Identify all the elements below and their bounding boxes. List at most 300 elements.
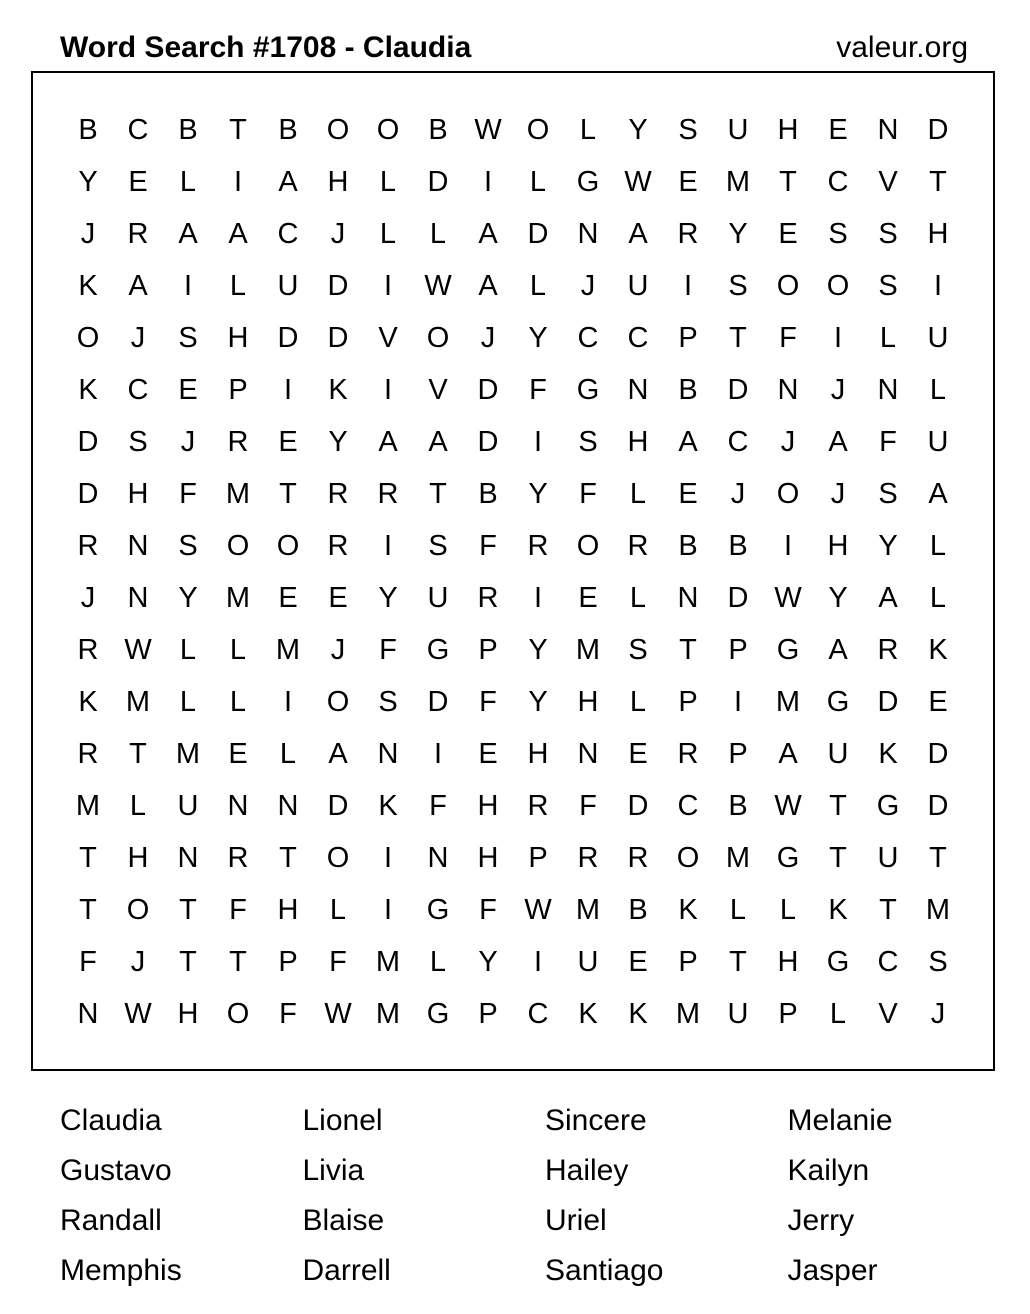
grid-letter: F bbox=[329, 945, 347, 978]
word-list-item: Melanie bbox=[787, 1104, 893, 1137]
grid-letter: T bbox=[179, 945, 197, 978]
grid-letter: D bbox=[327, 321, 349, 354]
grid-letter: J bbox=[330, 217, 346, 250]
grid-letter: T bbox=[779, 165, 797, 198]
grid-letter: C bbox=[127, 113, 149, 146]
grid-letter: I bbox=[433, 737, 443, 770]
grid-letter: S bbox=[728, 269, 748, 302]
grid-letter: R bbox=[677, 217, 699, 250]
grid-letter: F bbox=[579, 789, 597, 822]
grid-letter: K bbox=[828, 893, 848, 926]
grid-letter: F bbox=[479, 529, 497, 562]
grid-letter: J bbox=[130, 321, 146, 354]
grid-letter: I bbox=[283, 373, 293, 406]
grid-letter: J bbox=[130, 945, 146, 978]
grid-letter: J bbox=[180, 425, 196, 458]
grid-letter: S bbox=[378, 685, 398, 718]
grid-letter: J bbox=[780, 425, 796, 458]
grid-letter: L bbox=[379, 165, 397, 198]
grid-letter: U bbox=[427, 581, 449, 614]
grid-letter: D bbox=[927, 789, 949, 822]
grid-letter: D bbox=[727, 373, 749, 406]
grid-letter: G bbox=[876, 789, 900, 822]
grid-letter: O bbox=[376, 113, 400, 146]
grid-letter: F bbox=[379, 633, 397, 666]
word-list-item: Jerry bbox=[787, 1204, 855, 1237]
grid-letter: R bbox=[377, 477, 399, 510]
grid-letter: L bbox=[429, 217, 447, 250]
grid-letter: S bbox=[128, 425, 148, 458]
grid-letter: S bbox=[178, 321, 198, 354]
grid-letter: L bbox=[179, 685, 197, 718]
grid-letter: W bbox=[474, 113, 502, 146]
grid-letter: N bbox=[177, 841, 199, 874]
grid-letter: I bbox=[833, 321, 843, 354]
grid-letter: O bbox=[776, 477, 800, 510]
grid-letter: O bbox=[826, 269, 850, 302]
grid-letter: T bbox=[79, 841, 97, 874]
grid-letter: L bbox=[429, 945, 447, 978]
grid-letter: A bbox=[628, 217, 648, 250]
grid-letter: I bbox=[383, 269, 393, 302]
grid-letter: R bbox=[77, 737, 99, 770]
grid-letter: N bbox=[227, 789, 249, 822]
grid-letter: Y bbox=[528, 685, 548, 718]
grid-letter: D bbox=[927, 737, 949, 770]
grid-letter: G bbox=[426, 997, 450, 1030]
grid-letter: F bbox=[79, 945, 97, 978]
grid-letter: I bbox=[233, 165, 243, 198]
grid-letter: O bbox=[226, 997, 250, 1030]
grid-letter: D bbox=[77, 477, 99, 510]
grid-letter: T bbox=[829, 841, 847, 874]
grid-letter: F bbox=[479, 893, 497, 926]
grid-letter: M bbox=[275, 633, 301, 666]
grid-letter: U bbox=[177, 789, 199, 822]
grid-letter: I bbox=[533, 945, 543, 978]
grid-letter: O bbox=[276, 529, 300, 562]
grid-letter: J bbox=[930, 997, 946, 1030]
grid-letter: U bbox=[877, 841, 899, 874]
grid-letter: I bbox=[383, 893, 393, 926]
word-list-item: Hailey bbox=[545, 1154, 629, 1187]
grid-letter: P bbox=[678, 945, 698, 978]
grid-letter: W bbox=[424, 269, 452, 302]
grid-letter: W bbox=[524, 893, 552, 926]
grid-letter: H bbox=[327, 165, 349, 198]
grid-letter: G bbox=[426, 893, 450, 926]
grid-letter: L bbox=[779, 893, 797, 926]
grid-letter: F bbox=[879, 425, 897, 458]
grid-letter: U bbox=[827, 737, 849, 770]
grid-letter: T bbox=[729, 945, 747, 978]
grid-letter: D bbox=[427, 685, 449, 718]
grid-letter: A bbox=[928, 477, 948, 510]
grid-letter: E bbox=[278, 425, 298, 458]
grid-letter: S bbox=[878, 269, 898, 302]
grid-letter: U bbox=[727, 113, 749, 146]
grid-letter: A bbox=[228, 217, 248, 250]
grid-letter: T bbox=[879, 893, 897, 926]
word-list-item: Memphis bbox=[60, 1254, 182, 1287]
grid-letter: B bbox=[628, 893, 648, 926]
grid-letter: D bbox=[327, 789, 349, 822]
grid-letter: E bbox=[778, 217, 798, 250]
grid-letter: D bbox=[627, 789, 649, 822]
grid-letter: F bbox=[429, 789, 447, 822]
grid-letter: E bbox=[678, 477, 698, 510]
grid-letter: K bbox=[78, 685, 98, 718]
word-list-item: Blaise bbox=[302, 1204, 385, 1237]
grid-letter: T bbox=[129, 737, 147, 770]
grid-letter: L bbox=[879, 321, 897, 354]
grid-letter: I bbox=[733, 685, 743, 718]
grid-letter: P bbox=[528, 841, 548, 874]
grid-letter: I bbox=[533, 425, 543, 458]
grid-letter: T bbox=[929, 165, 947, 198]
grid-letter: L bbox=[629, 685, 647, 718]
grid-letter: N bbox=[777, 373, 799, 406]
grid-letter: H bbox=[577, 685, 599, 718]
grid-letter: L bbox=[179, 165, 197, 198]
word-list-item: Livia bbox=[302, 1154, 365, 1187]
grid-letter: D bbox=[77, 425, 99, 458]
grid-letter: T bbox=[829, 789, 847, 822]
grid-letter: U bbox=[927, 425, 949, 458]
grid-letter: G bbox=[776, 633, 800, 666]
grid-letter: R bbox=[877, 633, 899, 666]
grid-letter: M bbox=[375, 997, 401, 1030]
grid-letter: A bbox=[828, 633, 848, 666]
grid-letter: E bbox=[128, 165, 148, 198]
grid-letter: H bbox=[627, 425, 649, 458]
grid-letter: P bbox=[478, 633, 498, 666]
grid-letter: J bbox=[830, 477, 846, 510]
grid-letter: B bbox=[728, 529, 748, 562]
grid-letter: D bbox=[427, 165, 449, 198]
word-list-item: Darrell bbox=[302, 1254, 391, 1287]
grid-letter: L bbox=[629, 581, 647, 614]
grid-letter: H bbox=[777, 945, 799, 978]
grid-letter: N bbox=[577, 737, 599, 770]
grid-letter: T bbox=[229, 945, 247, 978]
grid-letter: I bbox=[783, 529, 793, 562]
grid-letter: R bbox=[127, 217, 149, 250]
grid-letter: M bbox=[725, 841, 751, 874]
grid-letter: O bbox=[326, 113, 350, 146]
grid-letter: U bbox=[927, 321, 949, 354]
grid-letter: A bbox=[128, 269, 148, 302]
grid-letter: H bbox=[127, 841, 149, 874]
grid-letter: P bbox=[778, 997, 798, 1030]
grid-letter: L bbox=[829, 997, 847, 1030]
grid-letter: I bbox=[933, 269, 943, 302]
grid-letter: Y bbox=[628, 113, 648, 146]
grid-letter: W bbox=[124, 997, 152, 1030]
grid-letter: A bbox=[178, 217, 198, 250]
grid-letter: U bbox=[277, 269, 299, 302]
grid-letter: H bbox=[477, 789, 499, 822]
word-list-item: Jasper bbox=[787, 1254, 878, 1287]
grid-letter: J bbox=[80, 217, 96, 250]
grid-letter: B bbox=[478, 477, 498, 510]
grid-letter: O bbox=[326, 685, 350, 718]
grid-letter: L bbox=[629, 477, 647, 510]
grid-letter: R bbox=[227, 841, 249, 874]
grid-letter: U bbox=[627, 269, 649, 302]
grid-letter: M bbox=[125, 685, 151, 718]
grid-letter: E bbox=[628, 737, 648, 770]
letter-grid bbox=[63, 104, 963, 1040]
grid-letter: W bbox=[774, 789, 802, 822]
grid-letter: T bbox=[279, 477, 297, 510]
grid-letter: H bbox=[477, 841, 499, 874]
grid-letter: A bbox=[378, 425, 398, 458]
grid-letter: G bbox=[576, 165, 600, 198]
grid-letter: O bbox=[76, 321, 100, 354]
grid-letter: R bbox=[627, 529, 649, 562]
grid-letter: E bbox=[328, 581, 348, 614]
grid-letter: N bbox=[877, 373, 899, 406]
grid-letter: R bbox=[477, 581, 499, 614]
grid-letter: D bbox=[477, 425, 499, 458]
grid-letter: O bbox=[776, 269, 800, 302]
grid-letter: R bbox=[677, 737, 699, 770]
grid-letter: E bbox=[178, 373, 198, 406]
grid-letter: H bbox=[277, 893, 299, 926]
grid-letter: C bbox=[277, 217, 299, 250]
grid-letter: R bbox=[577, 841, 599, 874]
grid-letter: Y bbox=[528, 633, 548, 666]
grid-letter: N bbox=[577, 217, 599, 250]
word-list-item: Sincere bbox=[545, 1104, 647, 1137]
grid-letter: V bbox=[378, 321, 398, 354]
grid-letter: H bbox=[927, 217, 949, 250]
grid-letter: E bbox=[578, 581, 598, 614]
grid-letter: D bbox=[527, 217, 549, 250]
grid-letter: L bbox=[529, 269, 547, 302]
grid-letter: I bbox=[383, 373, 393, 406]
word-list-item: Santiago bbox=[545, 1254, 664, 1287]
grid-letter: K bbox=[78, 269, 98, 302]
grid-letter: R bbox=[327, 477, 349, 510]
grid-letter: J bbox=[480, 321, 496, 354]
grid-letter: M bbox=[675, 997, 701, 1030]
grid-letter: Y bbox=[878, 529, 898, 562]
grid-letter: M bbox=[375, 945, 401, 978]
grid-letter: B bbox=[178, 113, 198, 146]
grid-letter: N bbox=[127, 581, 149, 614]
grid-letter: C bbox=[527, 997, 549, 1030]
grid-letter: C bbox=[127, 373, 149, 406]
grid-letter: B bbox=[78, 113, 98, 146]
grid-letter: R bbox=[327, 529, 349, 562]
grid-letter: W bbox=[324, 997, 352, 1030]
grid-letter: M bbox=[225, 581, 251, 614]
grid-letter: S bbox=[178, 529, 198, 562]
word-list-item: Claudia bbox=[60, 1104, 162, 1137]
grid-letter: K bbox=[928, 633, 948, 666]
grid-letter: G bbox=[776, 841, 800, 874]
grid-letter: S bbox=[628, 633, 648, 666]
grid-letter: R bbox=[227, 425, 249, 458]
grid-letter: L bbox=[229, 633, 247, 666]
grid-letter: C bbox=[577, 321, 599, 354]
grid-letter: N bbox=[377, 737, 399, 770]
grid-letter: P bbox=[728, 737, 748, 770]
grid-letter: L bbox=[729, 893, 747, 926]
grid-letter: A bbox=[428, 425, 448, 458]
grid-letter: S bbox=[428, 529, 448, 562]
grid-letter: O bbox=[676, 841, 700, 874]
grid-letter: N bbox=[627, 373, 649, 406]
grid-letter: M bbox=[225, 477, 251, 510]
word-list-item: Lionel bbox=[302, 1104, 383, 1137]
grid-letter: B bbox=[678, 373, 698, 406]
grid-letter: H bbox=[777, 113, 799, 146]
grid-letter: S bbox=[878, 477, 898, 510]
grid-letter: T bbox=[729, 321, 747, 354]
grid-letter: A bbox=[478, 217, 498, 250]
grid-letter: G bbox=[576, 373, 600, 406]
grid-letter: C bbox=[727, 425, 749, 458]
grid-letter: P bbox=[678, 321, 698, 354]
grid-letter: L bbox=[579, 113, 597, 146]
grid-letter: L bbox=[229, 269, 247, 302]
grid-letter: H bbox=[527, 737, 549, 770]
grid-letter: A bbox=[828, 425, 848, 458]
word-list-item: Kailyn bbox=[787, 1154, 870, 1187]
grid-letter: O bbox=[576, 529, 600, 562]
grid-letter: N bbox=[677, 581, 699, 614]
grid-letter: L bbox=[379, 217, 397, 250]
grid-letter: Y bbox=[378, 581, 398, 614]
grid-letter: M bbox=[925, 893, 951, 926]
grid-letter: S bbox=[678, 113, 698, 146]
grid-letter: E bbox=[278, 581, 298, 614]
grid-letter: F bbox=[779, 321, 797, 354]
grid-letter: H bbox=[127, 477, 149, 510]
grid-letter: L bbox=[929, 529, 947, 562]
grid-letter: R bbox=[77, 633, 99, 666]
grid-letter: A bbox=[478, 269, 498, 302]
grid-letter: O bbox=[526, 113, 550, 146]
grid-letter: L bbox=[929, 373, 947, 406]
grid-letter: I bbox=[383, 841, 393, 874]
grid-letter: C bbox=[877, 945, 899, 978]
grid-letter: B bbox=[428, 113, 448, 146]
grid-letter: L bbox=[179, 633, 197, 666]
page-title: Word Search #1708 - Claudia bbox=[60, 31, 472, 64]
grid-letter: N bbox=[77, 997, 99, 1030]
grid-letter: L bbox=[529, 165, 547, 198]
grid-letter: O bbox=[226, 529, 250, 562]
grid-letter: R bbox=[627, 841, 649, 874]
grid-letter: E bbox=[928, 685, 948, 718]
grid-letter: P bbox=[728, 633, 748, 666]
grid-letter: Y bbox=[178, 581, 198, 614]
grid-letter: L bbox=[129, 789, 147, 822]
grid-letter: T bbox=[79, 893, 97, 926]
grid-letter: T bbox=[179, 893, 197, 926]
grid-letter: F bbox=[229, 893, 247, 926]
grid-letter: P bbox=[278, 945, 298, 978]
grid-letter: M bbox=[175, 737, 201, 770]
grid-letter: D bbox=[927, 113, 949, 146]
grid-letter: Y bbox=[528, 477, 548, 510]
grid-letter: E bbox=[828, 113, 848, 146]
grid-letter: I bbox=[183, 269, 193, 302]
word-list bbox=[60, 1096, 1030, 1296]
grid-letter: Y bbox=[828, 581, 848, 614]
grid-letter: A bbox=[328, 737, 348, 770]
grid-letter: B bbox=[728, 789, 748, 822]
grid-letter: A bbox=[278, 165, 298, 198]
grid-letter: H bbox=[227, 321, 249, 354]
grid-letter: A bbox=[778, 737, 798, 770]
grid-letter: C bbox=[827, 165, 849, 198]
grid-letter: A bbox=[678, 425, 698, 458]
grid-letter: D bbox=[727, 581, 749, 614]
grid-letter: Y bbox=[328, 425, 348, 458]
grid-letter: I bbox=[683, 269, 693, 302]
grid-letter: T bbox=[429, 477, 447, 510]
grid-letter: N bbox=[877, 113, 899, 146]
grid-letter: T bbox=[279, 841, 297, 874]
grid-letter: O bbox=[126, 893, 150, 926]
grid-letter: D bbox=[277, 321, 299, 354]
grid-letter: S bbox=[578, 425, 598, 458]
grid-letter: U bbox=[577, 945, 599, 978]
grid-letter: I bbox=[533, 581, 543, 614]
grid-letter: V bbox=[428, 373, 448, 406]
grid-letter: L bbox=[229, 685, 247, 718]
grid-letter: K bbox=[678, 893, 698, 926]
grid-letter: G bbox=[826, 685, 850, 718]
grid-letter: R bbox=[527, 529, 549, 562]
grid-letter: K bbox=[328, 373, 348, 406]
grid-letter: J bbox=[830, 373, 846, 406]
grid-letter: L bbox=[929, 581, 947, 614]
grid-letter: O bbox=[326, 841, 350, 874]
grid-letter: J bbox=[330, 633, 346, 666]
grid-letter: N bbox=[277, 789, 299, 822]
grid-letter: U bbox=[727, 997, 749, 1030]
grid-letter: K bbox=[628, 997, 648, 1030]
site-name: valeur.org bbox=[836, 31, 968, 64]
grid-letter: P bbox=[478, 997, 498, 1030]
grid-letter: P bbox=[678, 685, 698, 718]
grid-letter: Y bbox=[78, 165, 98, 198]
grid-letter: T bbox=[679, 633, 697, 666]
grid-letter: E bbox=[628, 945, 648, 978]
grid-letter: J bbox=[580, 269, 596, 302]
grid-letter: D bbox=[477, 373, 499, 406]
grid-letter: V bbox=[878, 165, 898, 198]
grid-letter: S bbox=[928, 945, 948, 978]
grid-letter: B bbox=[678, 529, 698, 562]
grid-letter: M bbox=[575, 633, 601, 666]
grid-letter: F bbox=[529, 373, 547, 406]
word-list-item: Randall bbox=[60, 1204, 162, 1237]
grid-letter: O bbox=[426, 321, 450, 354]
grid-letter: K bbox=[78, 373, 98, 406]
word-list-item: Gustavo bbox=[60, 1154, 172, 1187]
grid-letter: G bbox=[826, 945, 850, 978]
grid-letter: M bbox=[575, 893, 601, 926]
grid-letter: M bbox=[725, 165, 751, 198]
grid-letter: A bbox=[878, 581, 898, 614]
